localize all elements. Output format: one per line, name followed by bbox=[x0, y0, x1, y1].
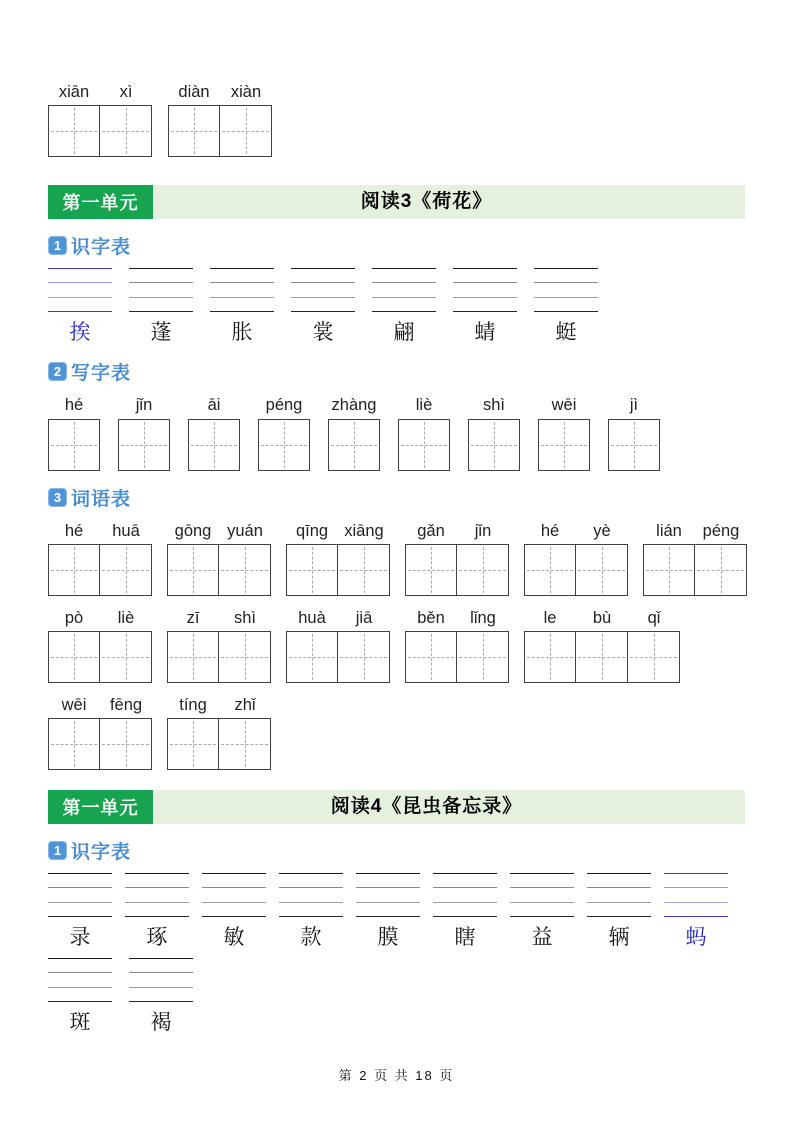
section bbox=[48, 790, 745, 1035]
grid-line bbox=[210, 297, 274, 298]
writing-box bbox=[258, 395, 310, 471]
grid-line bbox=[48, 1001, 112, 1002]
pinyin-syllable: xiàn bbox=[230, 83, 262, 101]
character-label: 褐 bbox=[150, 1010, 172, 1034]
word-box bbox=[643, 521, 747, 596]
pinyin-label: wēi bbox=[551, 396, 577, 414]
grid-line bbox=[664, 902, 728, 903]
word-box bbox=[167, 521, 271, 596]
fourline-group bbox=[534, 268, 598, 345]
fourline-group bbox=[372, 268, 436, 345]
writing-cell bbox=[219, 631, 271, 683]
writing-cell bbox=[100, 718, 152, 770]
grid-line bbox=[510, 873, 574, 874]
grid-line bbox=[125, 887, 189, 888]
box-row bbox=[167, 718, 271, 770]
pinyin-syllable: lián bbox=[656, 522, 682, 540]
pinyin-row bbox=[405, 521, 509, 541]
character-label: 裳 bbox=[312, 320, 334, 344]
writing-cell bbox=[468, 419, 520, 471]
character-label: 蓬 bbox=[150, 320, 172, 344]
writing-cell bbox=[219, 544, 271, 596]
grid-line bbox=[664, 916, 728, 917]
grid-line bbox=[202, 902, 266, 903]
writing-cell bbox=[695, 544, 747, 596]
grid-line bbox=[534, 297, 598, 298]
unit-badge: 第一单元 bbox=[48, 185, 153, 219]
grid-line bbox=[291, 297, 355, 298]
box-row bbox=[167, 544, 271, 596]
writing-box bbox=[328, 395, 380, 471]
pinyin-syllable: xiāng bbox=[344, 522, 384, 540]
grid-line bbox=[356, 902, 420, 903]
writing-cell bbox=[168, 105, 220, 157]
fourline-group bbox=[510, 873, 574, 950]
box-row bbox=[168, 105, 272, 157]
box-row bbox=[524, 631, 680, 683]
grid-line bbox=[129, 268, 193, 269]
grid-line bbox=[129, 282, 193, 283]
section-title: 阅读4《昆虫备忘录》 bbox=[330, 796, 523, 817]
grid-line bbox=[291, 311, 355, 312]
fourline-group bbox=[587, 873, 651, 950]
grid-line bbox=[433, 916, 497, 917]
fourline-group bbox=[433, 873, 497, 950]
writing-cell bbox=[188, 419, 240, 471]
number-badge: 1 bbox=[48, 841, 67, 860]
word-box bbox=[168, 82, 272, 157]
grid-line bbox=[433, 873, 497, 874]
grid-line bbox=[210, 268, 274, 269]
word-box-row bbox=[48, 695, 745, 770]
pinyin-syllable: gōng bbox=[174, 522, 212, 540]
writing-box bbox=[188, 395, 240, 471]
pinyin-syllable: tíng bbox=[179, 696, 207, 714]
fourline-group bbox=[356, 873, 420, 950]
grid-line bbox=[129, 958, 193, 959]
number-badge: 3 bbox=[48, 488, 67, 507]
pinyin-syllable: běn bbox=[417, 609, 445, 627]
grid-line bbox=[279, 887, 343, 888]
grid-line bbox=[210, 282, 274, 283]
grid-line bbox=[510, 902, 574, 903]
word-box-row bbox=[48, 521, 745, 596]
pinyin-label: āi bbox=[207, 396, 221, 414]
character-label: 斑 bbox=[69, 1010, 91, 1034]
fourline-group bbox=[125, 873, 189, 950]
fourline-group bbox=[210, 268, 274, 345]
box-row bbox=[48, 544, 152, 596]
character-label: 瞎 bbox=[454, 925, 476, 949]
pinyin-syllable: liè bbox=[117, 609, 135, 627]
grid-line bbox=[534, 282, 598, 283]
box-row bbox=[405, 544, 509, 596]
box-row bbox=[286, 544, 390, 596]
number-badge: 1 bbox=[48, 236, 67, 255]
sections bbox=[48, 185, 745, 1035]
pinyin-label: péng bbox=[265, 396, 303, 414]
pinyin-syllable: huā bbox=[112, 522, 140, 540]
pinyin-syllable: le bbox=[543, 609, 557, 627]
section-header bbox=[48, 790, 745, 824]
fourline-grid bbox=[48, 958, 112, 1002]
character-label: 敏 bbox=[223, 925, 245, 949]
pinyin-row bbox=[167, 695, 271, 715]
subsection-heading bbox=[48, 233, 745, 257]
word-box bbox=[286, 521, 390, 596]
writing-cell bbox=[538, 419, 590, 471]
grid-line bbox=[279, 873, 343, 874]
pinyin-row bbox=[286, 608, 390, 628]
writing-cell bbox=[100, 631, 152, 683]
grid-line bbox=[433, 887, 497, 888]
fourline-group bbox=[48, 873, 112, 950]
grid-line bbox=[587, 916, 651, 917]
pinyin-syllable: xiān bbox=[58, 83, 90, 101]
box-row bbox=[48, 631, 152, 683]
fourline-grid bbox=[372, 268, 436, 312]
grid-line bbox=[129, 987, 193, 988]
grid-line bbox=[587, 873, 651, 874]
pinyin-syllable: huà bbox=[298, 609, 326, 627]
pinyin-syllable: diàn bbox=[178, 83, 210, 101]
writing-cell bbox=[167, 631, 219, 683]
grid-line bbox=[129, 311, 193, 312]
grid-line bbox=[129, 972, 193, 973]
subsection-label: 写字表 bbox=[71, 362, 132, 384]
grid-line bbox=[510, 887, 574, 888]
fourline-group bbox=[48, 268, 112, 345]
word-box bbox=[167, 695, 271, 770]
pinyin-label: liè bbox=[415, 396, 433, 414]
writing-cell bbox=[167, 718, 219, 770]
word-box bbox=[405, 521, 509, 596]
fourline-grid bbox=[510, 873, 574, 917]
number-badge: 2 bbox=[48, 362, 67, 381]
writing-cell bbox=[48, 544, 100, 596]
pinyin-row bbox=[524, 608, 680, 628]
pinyin-syllable: hé bbox=[540, 522, 560, 540]
character-label: 辆 bbox=[608, 925, 630, 949]
pinyin-syllable: xì bbox=[119, 83, 133, 101]
pinyin-row bbox=[48, 608, 152, 628]
pinyin-syllable: yuán bbox=[227, 522, 263, 540]
pinyin-syllable: lǐng bbox=[470, 609, 496, 627]
character-label: 益 bbox=[531, 925, 553, 949]
grid-line bbox=[453, 297, 517, 298]
grid-line bbox=[664, 887, 728, 888]
box-row bbox=[405, 631, 509, 683]
pinyin-label: jì bbox=[629, 396, 639, 414]
pinyin-row bbox=[643, 521, 747, 541]
writing-cell bbox=[328, 419, 380, 471]
character-label: 款 bbox=[300, 925, 322, 949]
word-box bbox=[524, 521, 628, 596]
fourline-grid bbox=[356, 873, 420, 917]
subsection-heading bbox=[48, 359, 745, 383]
fourline-grid bbox=[129, 958, 193, 1002]
character-label: 录 bbox=[69, 925, 91, 949]
fourline-row bbox=[48, 873, 745, 950]
fourline-group bbox=[129, 958, 193, 1035]
grid-line bbox=[372, 268, 436, 269]
grid-line bbox=[534, 268, 598, 269]
word-box-row bbox=[48, 608, 745, 683]
fourline-grid bbox=[48, 268, 112, 312]
writing-cell bbox=[524, 544, 576, 596]
grid-line bbox=[587, 887, 651, 888]
writing-cell bbox=[100, 105, 152, 157]
character-label: 蜓 bbox=[555, 320, 577, 344]
fourline-grid bbox=[129, 268, 193, 312]
character-label: 蚂 bbox=[685, 925, 707, 949]
grid-line bbox=[48, 297, 112, 298]
writing-cell bbox=[286, 544, 338, 596]
grid-line bbox=[510, 916, 574, 917]
word-box bbox=[48, 82, 152, 157]
fourline-group bbox=[664, 873, 728, 950]
word-box bbox=[167, 608, 271, 683]
pinyin-syllable: shì bbox=[233, 609, 256, 627]
writing-cell bbox=[398, 419, 450, 471]
word-box bbox=[48, 695, 152, 770]
grid-line bbox=[291, 268, 355, 269]
pinyin-row bbox=[48, 82, 152, 102]
fourline-group bbox=[48, 958, 112, 1035]
pinyin-label: shì bbox=[482, 396, 505, 414]
grid-line bbox=[372, 282, 436, 283]
grid-line bbox=[48, 972, 112, 973]
grid-line bbox=[202, 873, 266, 874]
writing-cell bbox=[338, 544, 390, 596]
pinyin-row bbox=[524, 521, 628, 541]
pinyin-syllable: jǐn bbox=[474, 522, 492, 540]
writing-cell bbox=[118, 419, 170, 471]
fourline-grid bbox=[125, 873, 189, 917]
writing-box-row bbox=[48, 395, 745, 471]
pinyin-row bbox=[167, 521, 271, 541]
subsection-heading bbox=[48, 838, 745, 862]
writing-cell bbox=[258, 419, 310, 471]
writing-cell bbox=[576, 544, 628, 596]
grid-line bbox=[48, 268, 112, 269]
grid-line bbox=[372, 297, 436, 298]
writing-cell bbox=[628, 631, 680, 683]
fourline-grid bbox=[48, 873, 112, 917]
grid-line bbox=[202, 887, 266, 888]
box-row bbox=[643, 544, 747, 596]
unit-badge: 第一单元 bbox=[48, 790, 153, 824]
pinyin-syllable: gǎn bbox=[417, 522, 445, 540]
grid-line bbox=[48, 958, 112, 959]
writing-cell bbox=[405, 544, 457, 596]
character-label: 挨 bbox=[69, 320, 91, 344]
fourline-grid bbox=[433, 873, 497, 917]
grid-line bbox=[534, 311, 598, 312]
writing-cell bbox=[219, 718, 271, 770]
pinyin-syllable: zī bbox=[186, 609, 200, 627]
section-title: 阅读3《荷花》 bbox=[360, 191, 493, 212]
fourline-row bbox=[48, 958, 745, 1035]
grid-line bbox=[433, 902, 497, 903]
writing-cell bbox=[48, 105, 100, 157]
section-header bbox=[48, 185, 745, 219]
pinyin-label: jǐn bbox=[135, 396, 153, 414]
writing-box bbox=[398, 395, 450, 471]
fourline-group bbox=[129, 268, 193, 345]
writing-cell bbox=[167, 544, 219, 596]
pinyin-syllable: qīng bbox=[295, 522, 329, 540]
grid-line bbox=[129, 297, 193, 298]
grid-line bbox=[48, 282, 112, 283]
fourline-grid bbox=[453, 268, 517, 312]
grid-line bbox=[587, 902, 651, 903]
page-footer: 第 2 页 共 18 页 bbox=[338, 1068, 455, 1083]
grid-line bbox=[48, 311, 112, 312]
writing-cell bbox=[220, 105, 272, 157]
grid-line bbox=[453, 268, 517, 269]
grid-line bbox=[372, 311, 436, 312]
grid-line bbox=[125, 902, 189, 903]
pinyin-row bbox=[167, 608, 271, 628]
pinyin-row bbox=[286, 521, 390, 541]
pinyin-syllable: fēng bbox=[109, 696, 143, 714]
grid-line bbox=[356, 873, 420, 874]
pinyin-syllable: wēi bbox=[61, 696, 87, 714]
subsection-heading bbox=[48, 485, 745, 509]
word-box bbox=[286, 608, 390, 683]
writing-cell bbox=[100, 544, 152, 596]
word-box bbox=[48, 521, 152, 596]
subsection-label: 识字表 bbox=[71, 236, 132, 258]
word-box bbox=[524, 608, 680, 683]
grid-line bbox=[125, 873, 189, 874]
writing-cell bbox=[524, 631, 576, 683]
pinyin-row bbox=[405, 608, 509, 628]
fourline-grid bbox=[534, 268, 598, 312]
fourline-group bbox=[291, 268, 355, 345]
writing-box bbox=[468, 395, 520, 471]
pinyin-syllable: hé bbox=[64, 522, 84, 540]
fourline-grid bbox=[664, 873, 728, 917]
word-box bbox=[48, 608, 152, 683]
pinyin-syllable: péng bbox=[702, 522, 740, 540]
box-row bbox=[524, 544, 628, 596]
pinyin-syllable: zhǐ bbox=[234, 696, 256, 714]
character-label: 琢 bbox=[146, 925, 168, 949]
writing-cell bbox=[338, 631, 390, 683]
pinyin-syllable: jiā bbox=[355, 609, 373, 627]
pinyin-syllable: pò bbox=[64, 609, 84, 627]
subsection-label: 识字表 bbox=[71, 841, 132, 863]
writing-cell bbox=[608, 419, 660, 471]
writing-cell bbox=[457, 544, 509, 596]
writing-box bbox=[608, 395, 660, 471]
box-row bbox=[48, 718, 152, 770]
grid-line bbox=[291, 282, 355, 283]
writing-cell bbox=[576, 631, 628, 683]
writing-box bbox=[538, 395, 590, 471]
fourline-group bbox=[279, 873, 343, 950]
pinyin-syllable: qǐ bbox=[647, 609, 661, 627]
fourline-grid bbox=[279, 873, 343, 917]
grid-line bbox=[453, 282, 517, 283]
top-words bbox=[48, 0, 745, 157]
pinyin-row bbox=[48, 695, 152, 715]
pinyin-label: hé bbox=[64, 396, 84, 414]
grid-line bbox=[664, 873, 728, 874]
fourline-row bbox=[48, 268, 745, 345]
grid-line bbox=[453, 311, 517, 312]
writing-cell bbox=[48, 419, 100, 471]
fourline-grid bbox=[291, 268, 355, 312]
box-row bbox=[286, 631, 390, 683]
grid-line bbox=[125, 916, 189, 917]
grid-line bbox=[356, 887, 420, 888]
character-label: 翩 bbox=[393, 320, 415, 344]
grid-line bbox=[48, 916, 112, 917]
grid-line bbox=[279, 916, 343, 917]
grid-line bbox=[279, 902, 343, 903]
writing-cell bbox=[48, 631, 100, 683]
writing-cell bbox=[405, 631, 457, 683]
grid-line bbox=[202, 916, 266, 917]
fourline-group bbox=[202, 873, 266, 950]
character-label: 蜻 bbox=[474, 320, 496, 344]
grid-line bbox=[48, 902, 112, 903]
fourline-grid bbox=[202, 873, 266, 917]
grid-line bbox=[129, 1001, 193, 1002]
pinyin-syllable: yè bbox=[593, 522, 611, 540]
grid-line bbox=[210, 311, 274, 312]
grid-line bbox=[48, 887, 112, 888]
writing-cell bbox=[457, 631, 509, 683]
fourline-grid bbox=[587, 873, 651, 917]
pinyin-label: zhàng bbox=[331, 396, 377, 414]
grid-line bbox=[48, 987, 112, 988]
fourline-group bbox=[453, 268, 517, 345]
writing-cell bbox=[48, 718, 100, 770]
section bbox=[48, 185, 745, 770]
character-label: 膜 bbox=[377, 925, 399, 949]
subsection-label: 词语表 bbox=[71, 488, 132, 510]
writing-box bbox=[118, 395, 170, 471]
grid-line bbox=[356, 916, 420, 917]
writing-cell bbox=[286, 631, 338, 683]
fourline-grid bbox=[210, 268, 274, 312]
character-label: 胀 bbox=[231, 320, 253, 344]
box-row bbox=[167, 631, 271, 683]
box-row bbox=[48, 105, 152, 157]
pinyin-row bbox=[168, 82, 272, 102]
pinyin-syllable: bù bbox=[592, 609, 612, 627]
word-box bbox=[405, 608, 509, 683]
writing-cell bbox=[643, 544, 695, 596]
pinyin-row bbox=[48, 521, 152, 541]
grid-line bbox=[48, 873, 112, 874]
writing-box bbox=[48, 395, 100, 471]
